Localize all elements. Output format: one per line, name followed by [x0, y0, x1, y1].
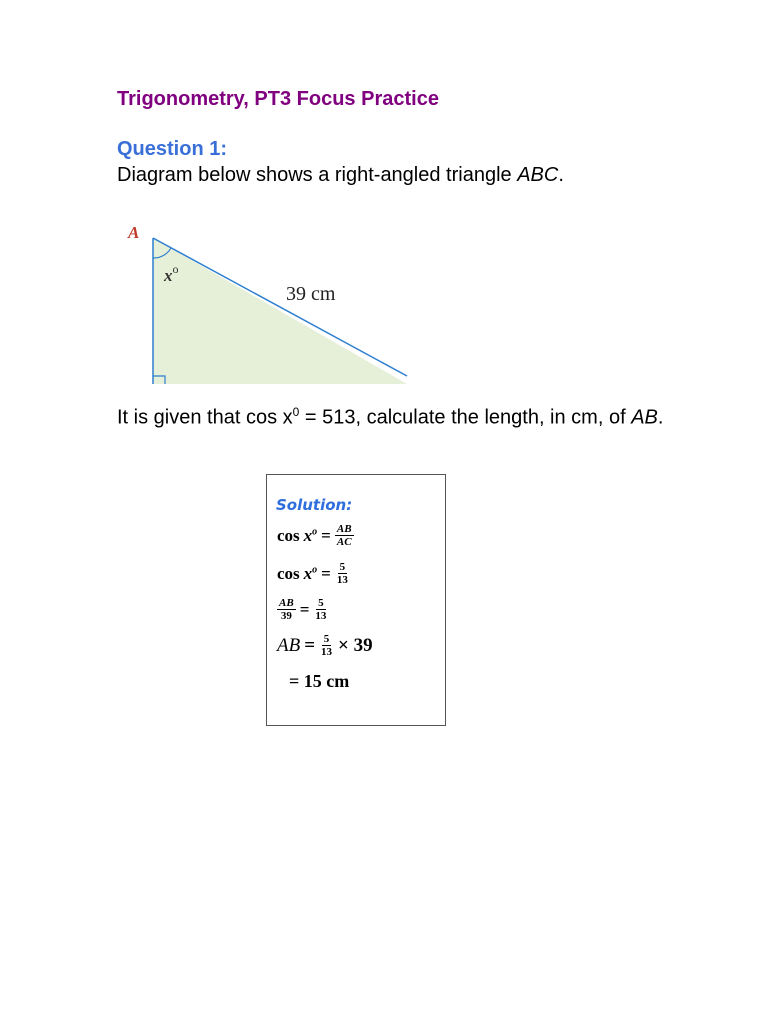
- fraction-ab-ac: $\frac{AB}{AC}$: [336, 523, 352, 548]
- solution-line-3: [277, 597, 328, 622]
- cos-label: cos: [277, 525, 300, 545]
- document-title: Trigonometry, PT3 Focus Practice: [117, 88, 439, 110]
- given-text-a: It is given that cos x: [117, 406, 293, 429]
- angle-variable: x: [164, 266, 173, 285]
- ab-variable: AB: [277, 634, 301, 656]
- cos-label: cos: [277, 563, 300, 583]
- triangle-fill: [153, 238, 407, 384]
- fraction-5-13: $\frac{5}{13}$: [321, 633, 333, 658]
- equals-sign: =: [304, 634, 316, 656]
- solution-line-2: [277, 561, 350, 586]
- x-variable: $x^o$: [303, 525, 318, 545]
- triangle-diagram: [120, 218, 420, 390]
- fraction-5-13: $\frac{5}{13}$: [336, 561, 348, 586]
- vertex-a-label: A: [128, 223, 140, 242]
- triangle-name: ABC: [517, 164, 559, 186]
- solution-box: [266, 474, 446, 726]
- fraction-5-13: $\frac{5}{13}$: [315, 597, 327, 622]
- equals-sign: =: [321, 563, 331, 583]
- question-heading: Question 1:: [117, 138, 228, 160]
- given-superscript: 0: [292, 405, 300, 419]
- solution-line-1: [277, 523, 354, 548]
- equals-sign: =: [321, 525, 331, 545]
- question-text-prefix: Diagram below shows a right-angled triangle: [117, 164, 518, 186]
- given-text-end: .: [657, 406, 664, 429]
- given-segment: AB: [631, 406, 658, 429]
- times-39: × 39: [338, 634, 373, 656]
- fraction-ab-39: $\frac{AB}{39}$: [279, 597, 294, 622]
- solution-title: Solution:: [276, 496, 353, 514]
- question-text: [117, 163, 564, 187]
- given-statement: [117, 399, 677, 431]
- solution-line-4: [277, 633, 373, 658]
- question-text-suffix: .: [558, 164, 564, 186]
- hypotenuse-label: 39 cm: [286, 283, 336, 305]
- given-text-b: = 513, calculate the length, in cm, of: [299, 406, 632, 429]
- solution-result: = 15 cm: [289, 671, 350, 691]
- x-variable: $x^o$: [303, 563, 318, 583]
- angle-degree: o: [172, 262, 179, 276]
- equals-sign: =: [299, 599, 310, 619]
